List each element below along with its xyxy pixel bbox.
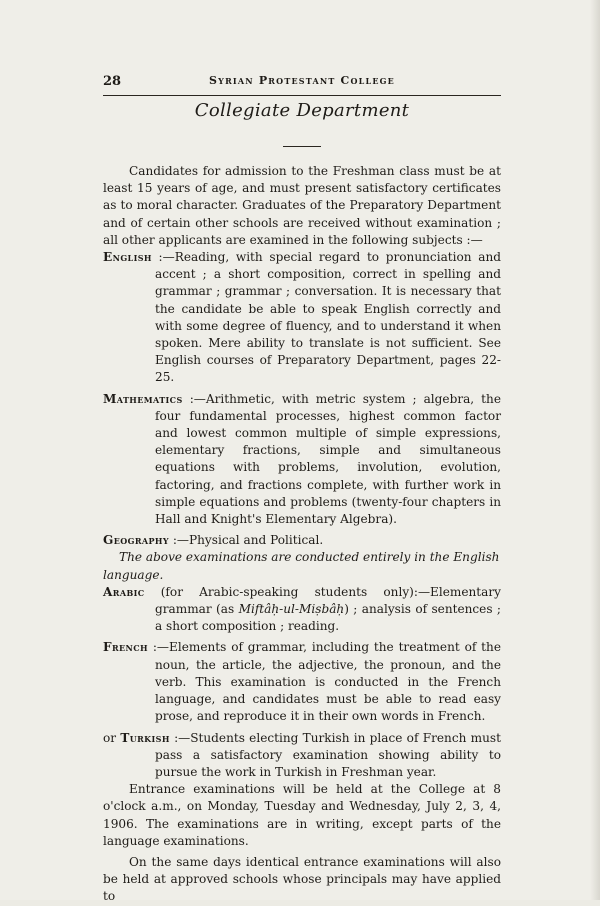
subject-geography — [103, 532, 501, 549]
subject-text: :—Elements of grammar, including the treatment of the noun, the article, the adjective, the pronoun, and the verb. This examination is conducted in the French language, and candidates must be able to read easy prose, and reproduce it in their own words in French. — [152, 640, 501, 724]
subject-english — [103, 249, 501, 387]
subject-text-end: ) ; analysis of sentences ; a short composition ; reading. — [155, 602, 502, 634]
title-divider — [283, 146, 321, 147]
subject-prefix: or — [103, 730, 117, 745]
subject-text: :—Students electing Turkish in place of French must pass a satisfactory examination showing ability to pursue the work in Turkish in Freshman year. — [155, 730, 501, 779]
running-title: Syrian Protestant College — [209, 74, 395, 87]
page-edge-shadow — [590, 0, 600, 900]
subject-name: French — [103, 640, 148, 655]
page-body — [103, 163, 501, 906]
subject-french — [103, 639, 501, 725]
language-note: The above examinations are conducted entirely in the English language. — [103, 550, 500, 582]
subject-name: Geography — [103, 533, 169, 548]
intro-paragraph: Candidates for admission to the Freshman class must be at least 15 years of age, and must present satisfactory certificates as to moral character. Graduates of the Preparatory Department and of certain other schools are received without examination ; all other applicants are examined in the following subjects :— — [103, 164, 501, 247]
subject-name: Arabic — [103, 584, 145, 599]
subject-text: :—Physical and Political. — [172, 533, 324, 548]
subject-turkish — [103, 730, 501, 782]
page-header — [103, 72, 501, 94]
subject-arabic — [103, 584, 501, 636]
subject-text: :—Arithmetic, with metric system ; algebra, the four fundamental processes, highest common factor and lowest common multiple of simple expressions, elementary fractions, simple and simultaneous equations with problems, involution, evolution, factoring, and fractions complete, with further work in simple equations and problems (twenty-four chapters in Hall and Knight's Elementary Algebra). — [155, 391, 501, 527]
book-title: Miftâḥ-ul-Miṣbâḥ — [238, 602, 345, 617]
header-rule — [103, 95, 501, 96]
entrance-exams-paragraph: Entrance examinations will be held at the College at 8 o'clock a.m., on Monday, Tuesday and Wednesday, July 2, 3, 4, 1906. The examinations are in writing, except parts of the language examinations. — [103, 782, 501, 848]
subject-text: (for Arabic-speaking students only):—Elementary grammar (as — [155, 584, 501, 617]
same-days-paragraph: On the same days identical entrance examinations will also be held at approved schools whose principals may have applied to — [103, 854, 501, 904]
subject-name: English — [103, 250, 152, 265]
subject-text: :—Reading, with special regard to pronunciation and accent ; a short composition, correct in spelling and grammar ; grammar ; conversation. It is necessary that the candidate be able to speak English correctly and with some degree of fluency, and to understand it when spoken. Mere ability to translate is not sufficient. See English courses of Preparatory Department, pages 22-25. — [155, 250, 501, 385]
page-number: 28 — [103, 74, 122, 89]
subject-name: Mathematics — [103, 391, 183, 406]
subject-name: Turkish — [120, 730, 170, 745]
department-title: Collegiate Department — [194, 100, 410, 121]
subject-mathematics — [103, 391, 501, 529]
